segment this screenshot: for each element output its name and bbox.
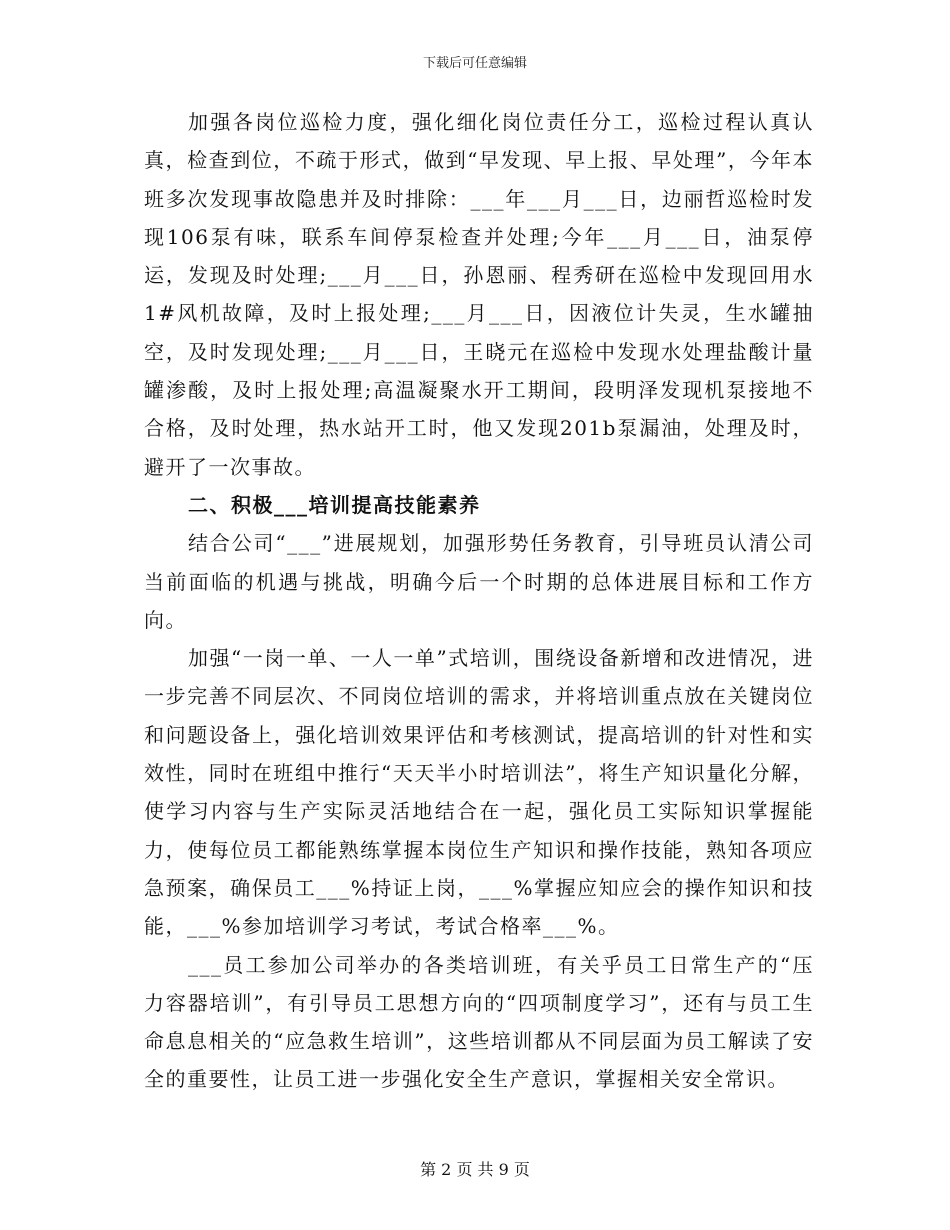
paragraph-training-classes: ___员工参加公司举办的各类培训班，有关乎员工日常生产的“压力容器培训”，有引导员工思想方向的“四项制度学习”，还有与员工生命息息相关的“应急救生培训”，这些培训都从不同层面为员工解读了安全的重要性，让员工进一步强化安全生产意识，掌握相关安全常识。 [144, 952, 814, 1092]
paragraph-training-method: 加强“一岗一单、一人一单”式培训，围绕设备新增和改进情况，进一步完善不同层次、不同岗位培训的需求，并将培训重点放在关键岗位和问题设备上，强化培训效果评估和考核测试，提高培训的针对性和实效性，同时在班组中推行“天天半小时培训法”，将生产知识量化分解，使学习内容与生产实际灵活地结合在一起，强化员工实际知识掌握能力，使每位员工都能熟练掌握本岗位生产知识和操作技能，熟知各项应急预案，确保员工___%持证上岗，___%掌握应知应会的操作知识和技能，___%参加培训学习考试，考试合格率___%。 [144, 646, 814, 939]
paragraph-inspection: 加强各岗位巡检力度，强化细化岗位责任分工，巡检过程认真认真，检查到位，不疏于形式，做到“早发现、早上报、早处理”，今年本班多次发现事故隐患并及时排除：___年___月___日，边丽哲巡检时发现106泵有味，联系车间停泵检查并处理;今年___月___日，油泵停运，发现及时处理;___月___日，孙恩丽、程秀研在巡检中发现回用水1#风机故障，及时上报处理;___月___日，因液位计失灵，生水罐抽空，及时发现处理;___月___日，王晓元在巡检中发现水处理盐酸计量罐渗酸，及时上报处理;高温凝聚水开工期间，段明泽发现机泵接地不合格，及时处理，热水站开工时，他又发现201b泵漏油，处理及时，避开了一次事故。 [144, 110, 814, 479]
document-body [144, 103, 814, 1099]
section-heading-training: 二、积极___培训提高技能素养 [188, 492, 481, 517]
page-number: 第 2 页 共 9 页 [420, 1160, 530, 1179]
page-header: 下载后可任意编辑 [422, 56, 527, 71]
paragraph-planning: 结合公司“___”进展规划，加强形势任务教育，引导班员认清公司当前面临的机遇与挑战，明确今后一个时期的总体进展目标和工作方向。 [144, 531, 814, 632]
